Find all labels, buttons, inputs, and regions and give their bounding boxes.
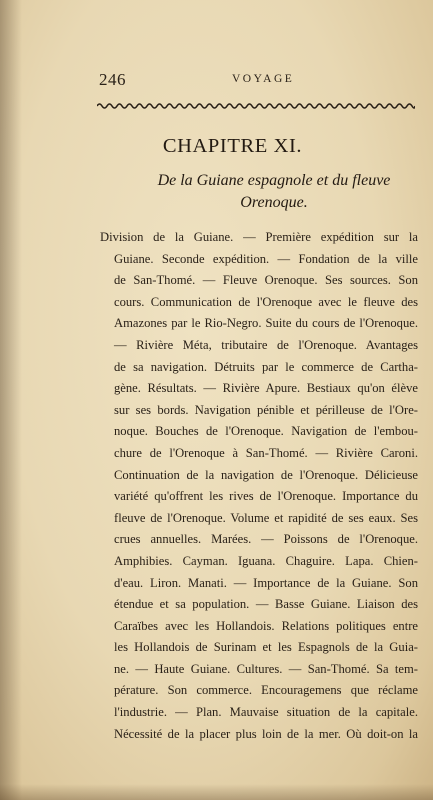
summary-line: Division de la Guiane. — Première expédition sur la [100, 230, 418, 244]
summary-line: de San-Thomé. — Fleuve Orenoque. Ses sources. Son [114, 273, 418, 288]
summary-line: gène. Résultats. — Rivière Apure. Bestiaux qu'on élève [114, 381, 418, 396]
summary-line: les Hollandois de Surinam et les Espagnols de la Guia- [114, 640, 418, 655]
subtitle-line: Orenoque. [240, 194, 308, 211]
summary-line: fleuve de l'Orenoque. Volume et rapidité de ses eaux. Ses [114, 510, 418, 525]
summary-line: Amphibies. Cayman. Iguana. Chaguire. Lapa. Chien- [114, 553, 418, 568]
summary-line: pérature. Son commerce. Encouragemens que réclame [114, 683, 418, 698]
page-number: 246 [99, 70, 126, 89]
summary-line: sur ses bords. Navigation pénible et périlleuse de l'Ore- [114, 402, 418, 417]
running-head: VOYAGE [232, 73, 295, 85]
summary-line: crues annuelles. Marées. — Poissons de l'Orenoque. [114, 532, 418, 547]
chapter-title: CHAPITRE XI. [162, 135, 303, 157]
chapter-summary [100, 227, 418, 745]
chapter-subtitle [140, 170, 408, 214]
summary-line: l'industrie. — Plan. Mauvaise situation de la capitale. [114, 705, 418, 720]
summary-line: Amazones par le Rio-Negro. Suite du cours de l'Orenoque. [114, 316, 418, 331]
summary-line: chure de l'Orenoque à San-Thomé. — Rivière Caroni. [114, 445, 418, 460]
page-bottom-shadow [0, 784, 433, 800]
summary-line: noque. Bouches de l'Orenoque. Navigation de l'embou- [114, 424, 418, 439]
summary-line: Guiane. Seconde expédition. — Fondation de la ville [114, 251, 418, 266]
summary-line: Nécessité de la placer plus loin de la mer. Où doit-on la [114, 726, 418, 741]
summary-line: variété qu'offrent les rives de l'Orenoque. Importance du [114, 489, 418, 504]
summary-line: Continuation de la navigation de l'Orenoque. Délicieuse [114, 467, 418, 482]
summary-line: ne. — Haute Guiane. Cultures. — San-Thomé. Sa tem- [114, 661, 418, 676]
summary-line: de sa navigation. Détruits par le commerce de Cartha- [114, 359, 418, 374]
summary-line: — Rivière Méta, tributaire de l'Orenoque. Avantages [114, 337, 418, 352]
binding-shadow [0, 0, 22, 800]
summary-line: Caraïbes avec les Hollandois. Relations politiques entre [114, 618, 418, 633]
decorative-rule [97, 101, 415, 111]
subtitle-line: De la Guiane espagnole et du fleuve [157, 172, 391, 189]
summary-line: étendue et sa population. — Basse Guiane. Liaison des [114, 597, 418, 612]
page-header [0, 70, 433, 94]
summary-line: d'eau. Liron. Manati. — Importance de la Guiane. Son [114, 575, 418, 590]
summary-line: cours. Communication de l'Orenoque avec le fleuve des [114, 294, 418, 309]
